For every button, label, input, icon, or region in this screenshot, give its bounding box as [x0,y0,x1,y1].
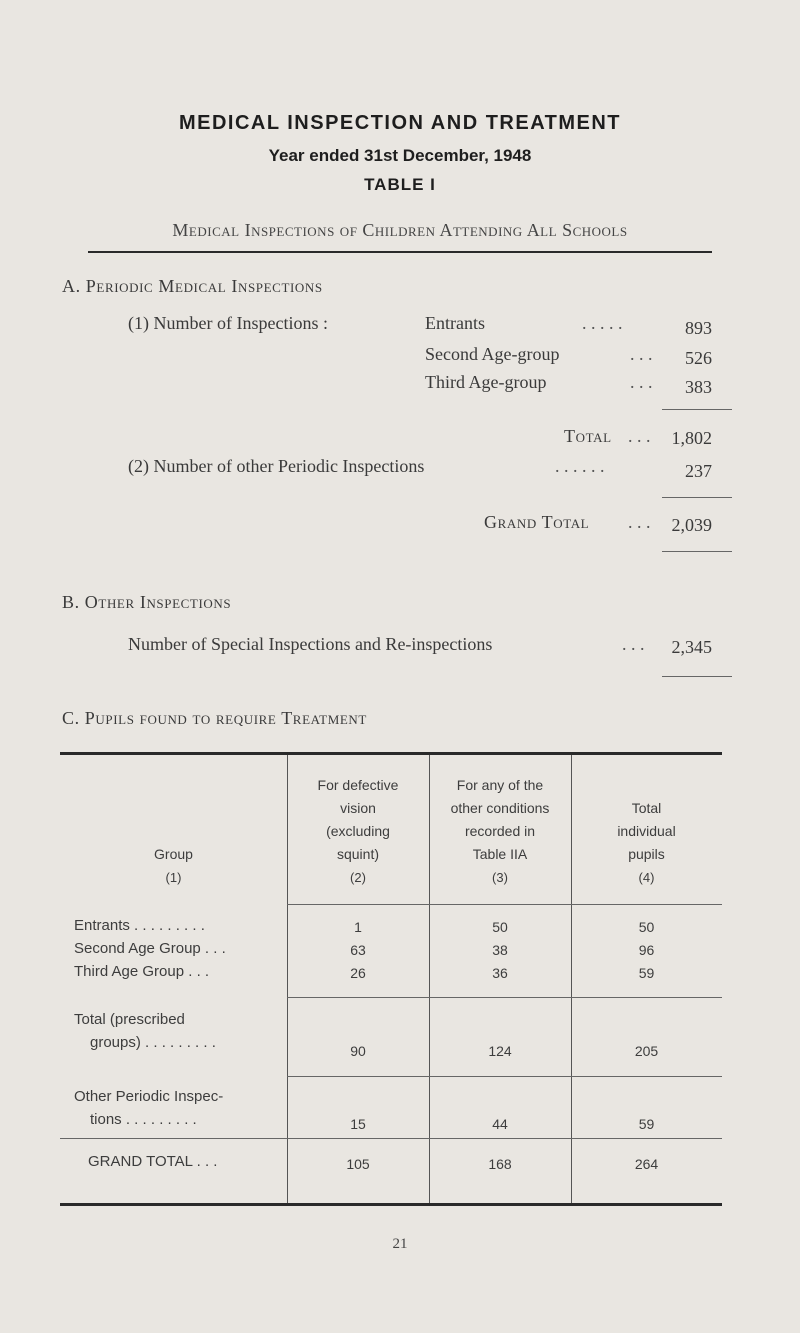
grand-total-top-rule [60,1138,722,1139]
table-top-rule [60,752,722,755]
page-number: 21 [392,1236,408,1252]
row-entrants-label: Entrants . . . . . . . . . [74,917,205,934]
grand-total-label: Grand Total [484,512,590,532]
col3-header-4: Table IIA [472,846,528,862]
third-age-value: 383 [685,377,712,397]
total-prescribed-col2: 90 [350,1043,366,1059]
subtitle-rule [88,251,712,253]
row-third-age-col3: 36 [492,965,508,981]
second-age-label: Second Age-group [425,344,560,364]
total-prescribed-rule [287,1076,722,1077]
grand-subtotal-rule [662,497,732,498]
special-inspections-value: 2,345 [671,637,712,657]
item2-value: 237 [685,461,712,481]
item2-label: (2) Number of other Periodic Inspections [128,456,425,476]
row-second-age-col4: 96 [638,942,655,958]
section-b-heading: B. Other Inspections [62,592,232,612]
total-value: 1,802 [671,428,712,448]
col2-header-4: squint) [336,846,380,862]
col4-number: (4) [638,870,655,885]
col3-header-2: other conditions [450,800,550,816]
col4-header-2: individual [617,823,676,839]
other-periodic-label-2: tions . . . . . . . . . [90,1111,197,1128]
entrants-dots: . . . . . [582,313,623,333]
grand-total-col4: 264 [634,1156,659,1172]
row-second-age-col2: 63 [350,942,366,958]
section-b-rule [662,676,732,677]
row-third-age-col4: 59 [638,965,655,981]
col3-header-1: For any of the [456,777,544,793]
table-number: TABLE I [364,175,436,194]
col3-number: (3) [492,870,508,885]
rows-rule [287,997,722,998]
row-third-age-col2: 26 [350,965,366,981]
third-age-dots: . . . [630,372,653,392]
total-label: Total [564,426,612,446]
col2-header-3: (excluding [326,823,390,839]
total-prescribed-label-2: groups) . . . . . . . . . [90,1034,216,1051]
grand-total-dots: . . . [628,512,651,532]
row-entrants-col3: 50 [492,919,508,935]
col2-number: (2) [350,870,366,885]
table-subtitle: Medical Inspections of Children Attending All Schools [172,220,628,240]
row-second-age-col3: 38 [492,942,508,958]
total-dots: . . . [628,426,651,446]
header-bottom-rule [287,904,722,905]
other-periodic-col3: 44 [492,1116,508,1132]
entrants-label: Entrants [425,313,485,333]
grand-total-col3: 168 [488,1156,512,1172]
second-age-dots: . . . [630,344,653,364]
entrants-value: 893 [685,318,712,338]
col1-header: Group [154,846,193,862]
row-entrants-col4: 50 [638,919,655,935]
row-second-age-label: Second Age Group . . . [74,940,226,957]
grand-total-col2: 105 [346,1156,370,1172]
grand-total-rule [662,551,732,552]
grand-total-row-label: GRAND TOTAL . . . [88,1153,218,1170]
second-age-value: 526 [685,348,712,368]
total-prescribed-label-1: Total (prescribed [74,1011,185,1028]
item2-dots: . . . . . . [555,456,605,476]
other-periodic-col2: 15 [350,1116,366,1132]
special-inspections-dots: . . . [622,634,645,654]
section-a-heading: A. Periodic Medical Inspections [62,276,323,296]
col4-header-1: Total [631,800,662,816]
other-periodic-col4: 59 [638,1116,655,1132]
third-age-label: Third Age-group [425,372,547,392]
table-bottom-rule [60,1203,722,1206]
col2-header-1: For defective [317,777,399,793]
subtotal-rule [662,409,732,410]
total-prescribed-col3: 124 [488,1043,512,1059]
section-c-heading: C. Pupils found to require Treatment [62,708,367,728]
main-title: MEDICAL INSPECTION AND TREATMENT [178,112,622,134]
col4-header-3: pupils [628,846,665,862]
other-periodic-label-1: Other Periodic Inspec- [74,1088,224,1105]
row-third-age-label: Third Age Group . . . [74,963,210,980]
special-inspections-label: Number of Special Inspections and Re-inspections [128,634,493,654]
col3-header-3: recorded in [464,823,536,839]
item1-label: (1) Number of Inspections : [128,313,328,333]
grand-total-value: 2,039 [671,515,712,535]
total-prescribed-col4: 205 [634,1043,659,1059]
treatment-table [60,752,722,1208]
year-line: Year ended 31st December, 1948 [268,146,532,165]
row-entrants-col2: 1 [354,919,362,935]
col1-number: (1) [165,870,182,885]
col2-header-2: vision [340,800,376,816]
